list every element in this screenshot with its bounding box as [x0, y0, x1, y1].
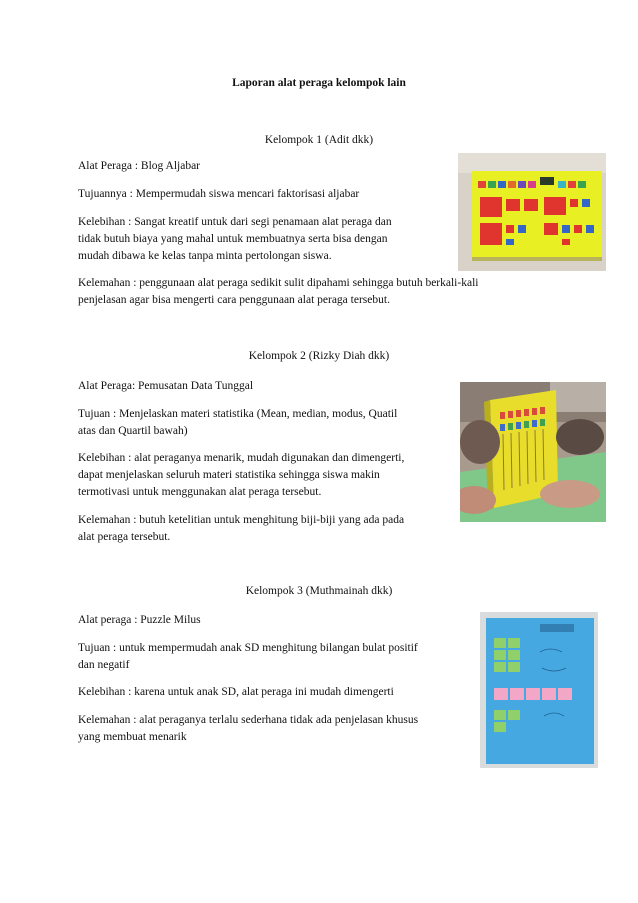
group-1-tool: Alat Peraga : Blog Aljabar — [78, 160, 200, 172]
group-1-weakness-line: Kelemahan : penggunaan alat peraga sedikit sulit dipahami sehingga butuh berkali-kali — [78, 277, 479, 289]
group-3-purpose — [78, 640, 418, 674]
group-1-photo — [458, 153, 606, 271]
group-2-purpose-line: atas dan Quartil bawah) — [78, 425, 188, 437]
group-3-weakness-line: Kelemahan : alat peraganya terlalu sederhana tidak ada penjelasan khusus — [78, 714, 419, 726]
group-2-heading: Kelompok 2 (Rizky Diah dkk) — [248, 350, 390, 362]
group-2-strength-line: termotivasi untuk menggunakan alat peraga tersebut. — [78, 486, 322, 498]
group-3-photo — [480, 612, 598, 768]
group-1-heading: Kelompok 1 (Adit dkk) — [264, 134, 374, 146]
group-1-strength-line: mudah dibawa ke kelas tanpa minta pertolongan siswa. — [78, 250, 332, 262]
group-1-strength — [78, 214, 392, 265]
group-2-weakness-line: alat peraga tersebut. — [78, 531, 171, 543]
page-title: Laporan alat peraga kelompok lain — [232, 77, 406, 89]
group-3-purpose-line: Tujuan : untuk mempermudah anak SD menghitung bilangan bulat positif — [78, 642, 418, 654]
group-2-strength — [78, 450, 404, 501]
group-2-purpose — [78, 406, 397, 440]
group-3-heading: Kelompok 3 (Muthmainah dkk) — [245, 585, 393, 597]
group-3-weakness — [78, 712, 418, 746]
group-1-purpose: Tujuannya : Mempermudah siswa mencari faktorisasi aljabar — [78, 188, 360, 200]
group-2-purpose-line: Tujuan : Menjelaskan materi statistika (Mean, median, modus, Quatil — [78, 408, 398, 420]
group-2-tool: Alat Peraga: Pemusatan Data Tunggal — [78, 380, 254, 392]
group-1-weakness-line: penjelasan agar bisa mengerti cara penggunaan alat peraga tersebut. — [78, 294, 390, 306]
group-2-weakness — [78, 512, 404, 546]
group-2-strength-line: dapat menjelaskan seluruh materi statistika sehingga siswa makin — [78, 469, 380, 481]
group-3-purpose-line: dan negatif — [78, 659, 130, 671]
group-1-strength-line: tidak butuh biaya yang mahal untuk membuatnya serta bisa dengan — [78, 233, 388, 245]
group-2-strength-line: Kelebihan : alat peraganya menarik, mudah digunakan dan dimengerti, — [78, 452, 405, 464]
group-3-strength: Kelebihan : karena untuk anak SD, alat peraga ini mudah dimengerti — [78, 686, 394, 698]
group-2-weakness-line: Kelemahan : butuh ketelitian untuk menghitung biji-biji yang ada pada — [78, 514, 405, 526]
group-3-tool: Alat peraga : Puzzle Milus — [78, 614, 201, 626]
group-3-weakness-line: yang membuat menarik — [78, 731, 187, 743]
group-2-photo — [460, 382, 606, 522]
group-1-weakness — [78, 275, 478, 309]
group-1-strength-line: Kelebihan : Sangat kreatif untuk dari segi penamaan alat peraga dan — [78, 216, 392, 228]
